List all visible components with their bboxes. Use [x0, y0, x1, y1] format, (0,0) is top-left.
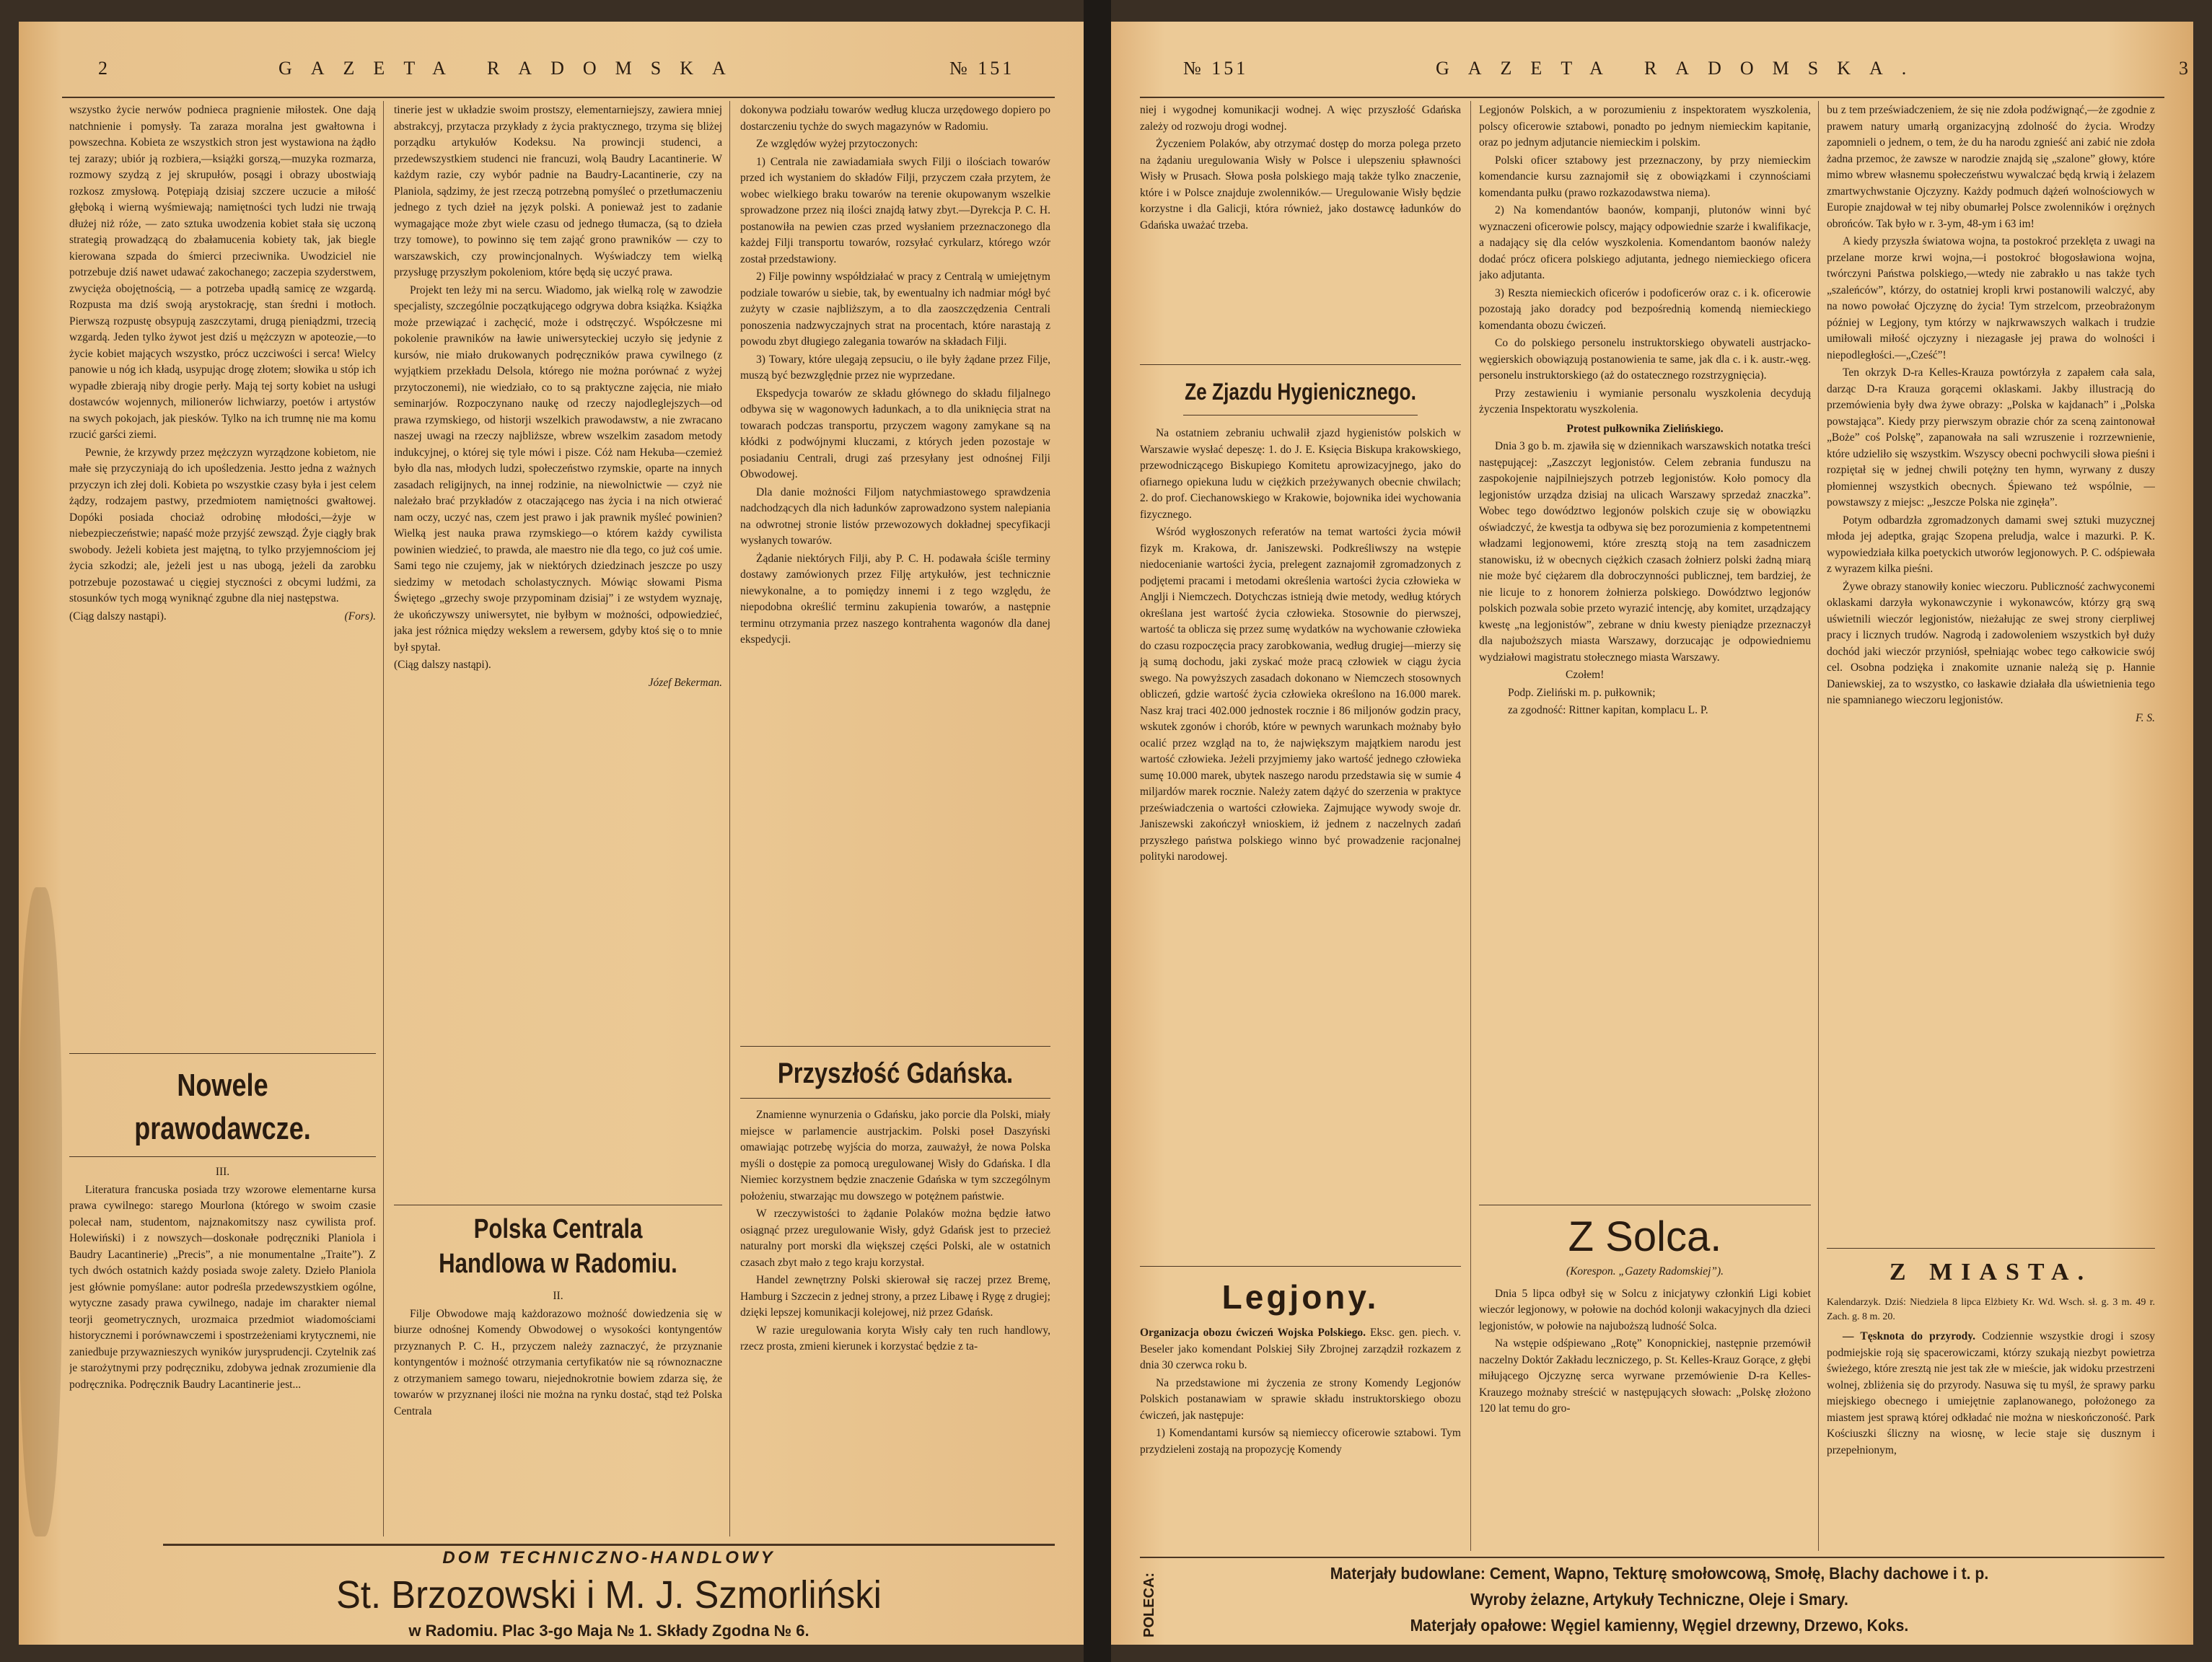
article-text: Żywe obrazy stanowiły koniec wieczoru. Publiczność zachwyconemi oklaskami darzyła wykonawczynie i wykonawców, którzy grą swą uświetnili wieczór legjonistów, nieżałując ze swej strony cierpliwej pracy i licznych trudów. Nagrodą i zadowoleniem wszystkich był duży dochód jaki wieczór przyniósł, spełniając wobec tego całkowicie swój cel. Osobna podzięka i znakomite uznanie należą się p. Hannie Daniewskiej, za to wszystko, co łaskawie działała dla uświetnienia tego nie spamnianego wieczoru legjonistów.	[1827, 580, 2155, 706]
byline: (Korespon. „Gazety Radomskiej”).	[1566, 1265, 1724, 1278]
masthead: GAZETA RADOMSKA.	[1436, 58, 1926, 79]
heading-rule	[740, 1098, 1050, 1099]
masthead: GAZETA RADOMSKA	[278, 58, 745, 79]
signature-line: za zgodność: Rittner kapitan, komplacu L. P.	[1508, 704, 1708, 716]
heading-centrala-2: Handlowa w Radomiu.	[439, 1249, 677, 1279]
article-text: Na wstępie odśpiewano „Rotę” Konopnickiej, następnie przemówił naczelny Doktór Zakładu leczniczego, p. St. Kelles-Krauz Gorące, z głębi miłującego Ojczyznę serca wyrwane przemówienie D-ra Kelles-Krauzego możnaby streścić w następujących słowach: „Polskę złożono 120 lat temu do gro-	[1479, 1337, 1811, 1415]
legiony-article	[1140, 1273, 1461, 1551]
author: F. S.	[2136, 711, 2155, 724]
centrala-article	[394, 1212, 722, 1540]
issue-number: № 151	[949, 58, 1015, 79]
article-text: bu z tem przeświadczeniem, że się nie zdoła podźwignąć,—że zgodnie z prawem natury umarłą organizacyjną zdolność do życia. Wrodzy zapomnieli o jednem, o tem, że du ha narodu zgnieść ani zabić nie zdoła żadna przemoc, że zawsze w narodzie znajdą się „szalone” głowy, które mimo wbrew własnemu społeczeństwu wywalczać będą krwią i żelazem zmartwychwstanie Ojczyzny. Każdy podmuch dążeń wolnościowych w Europie znajdował w tej niby obumarłej Polsce zwolenników i orężnych obrońców. Tak było w r. 3-ym, 48-ym i 63 im!	[1827, 104, 2155, 230]
roman-numeral: II.	[553, 1290, 563, 1302]
section-rule	[69, 1053, 376, 1054]
ad-rule	[163, 1544, 1055, 1546]
article-text: Polski oficer sztabowy jest przeznaczony, by przy niemieckim komendancie kursu zaznajomił się z obowiązkami i czynnościami komendanta pułku (prawo rozkazodawstwa niema).	[1479, 154, 1811, 199]
column-3	[1827, 102, 2155, 1242]
article-text: Przy zestawieniu i wymianie personalu wyszkolenia decydują życzenia Inspektoratu wyszkolenia.	[1479, 387, 1811, 416]
article-text: Filje Obwodowe mają każdorazowo możność dowiedzenia się w biurze odnośnej Komendy Obwodowej o wysokości kontyngentów przyznanych P. C. H., przyczem należy zaznaczyć, że przyznanie kontyngentów i możność otrzymania certyfikatów nie są równoznaczne z otrzymaniem samego towaru, niejednokrotnie bowiem zdarza się, że towarów w przyznanej ilości nie można na rynku dostać, stąd też Polska Centrala	[394, 1307, 722, 1417]
ad-address: w Radomiu. Plac 3-go Maja № 1. Składy Zgodna № 6.	[408, 1622, 809, 1640]
head-rule	[1140, 97, 2164, 98]
article-text: Ze względów wyżej przytoczonych:	[756, 138, 918, 150]
column-2	[1479, 102, 1811, 1199]
nowele-article	[69, 1064, 376, 1540]
page-number: 3	[2179, 58, 2188, 79]
article-text: Codziennie wszystkie drogi i szosy podmiejskie roją się spacerowiczami, którzy szukają niezbyt powietrza świeżego, które zresztą nie jest tak złe w mieście, jak widoku przestrzeni wolnej, zbliżenia się do przyrody. Nasuwa się tu myśl, że sprawy parku miejskiego obecnego i umiejętnie zaplanowanego, położonego za miastem jest sprawą której odkładać nie można w nieskończoność. Park Kościuszki śliczny na wiosnę, w lecie staje się dusznym i przepełnionym,	[1827, 1330, 2155, 1456]
ad-line: Materjały opałowe: Węgiel kamienny, Węgiel drzewny, Drzewo, Koks.	[1410, 1616, 1909, 1635]
column-rule	[383, 101, 384, 1536]
article-text: Na przedstawione mi życzenia ze strony Komendy Legjonów Polskich postanawiam w sprawie składu instruktorskiego obozu ćwiczeń, jak następuje:	[1140, 1376, 1461, 1422]
ad-side-label: POLECA:	[1141, 1573, 1157, 1637]
article-text: Handel zewnętrzny Polski skierował się raczej przez Bremę, Hamburg i Szczecin z jednej strony, a przez Libawę i Rygę z drugiej; dzięki lepszej komunikacji kolejowej, niż przez Gdańsk.	[740, 1274, 1050, 1319]
article-text: Na ostatniem zebraniu uchwalił zjazd hygienistów polskich w Warszawie wysłać depeszę: 1. do J. E. Księcia Biskupa krakowskiego, przewodniczącego Biskupiego Komitetu aprowizacyjnego, jako do ofiarnego opiekuna ludu w ciężkich przeżywanych obecnie chwilach; 2. do prof. Ciechanowskiego w Krakowie, bojownika idei wychowania fizycznego.	[1140, 427, 1461, 521]
article-text: Ekspedycja towarów ze składu głównego do składu filjalnego odbywa się w wagonowych ładunkach, a to dla uniknięcia strat na towarach podczas transportu, przyczem wagony zamykane są na kłódki z podwójnymi kluczami, z których jeden pozostaje w posiadaniu Centrali, drugi zaś przesyłany jest odnośnej Filji Obwodowej.	[740, 387, 1050, 480]
column-2	[394, 102, 722, 1199]
section-rule	[1827, 1248, 2155, 1249]
ad-company-name: St. Brzozowski i M. J. Szmorliński	[336, 1573, 882, 1617]
article-text: Eksc. gen. piech. v. Beseler jako komendant Polskiej Siły Zbrojnej zarządził rozkazem z dnia 30 czerwca roku b.	[1140, 1327, 1461, 1371]
author: (Fors).	[344, 610, 376, 623]
article-text: 3) Towary, które ulegają zepsuciu, o ile były żądane przez Filje, muszą być bezwzględnie przez nie wyprzedane.	[740, 353, 1050, 382]
solec-article	[1479, 1210, 1811, 1551]
article-text: niej i wygodnej komunikacji wodnej. A więc przyszłość Gdańska zależy od rozwoju drogi wodnej.	[1140, 104, 1461, 133]
article-text: 1) Centrala nie zawiadamiała swych Filji o ilościach towarów przed ich wystaniem do składów Filji, przyczem czała przytem, że wobec wielkiego braku towarów na terenie okupowanym wszelkie sprowadzone przez nią ilości znajdą łatwy zbyt.—Dyrekcja P. C. H. postanowiła na pewien czas przed wysłaniem przeznaczonego dla każdej Filji transportu towarów, rozsyłać cyrkularz, którego wzór został przedstawiony.	[740, 155, 1050, 265]
article-text: Pewnie, że krzywdy przez mężczyzn wyrządzone kobietom, nie małe się przyczyniają do ich upośledzenia. Jestto jedna z ważnych przyczyn ich złej doli. Kobieta po wszystkie czasy była i jest celem żądzy, rodzajem pastwy, przedmiotem namiętności gwałtowej. Dopóki posiada chociaż odrobinę młodości,—żyje w niebezpieczeństwie; napaść może przyjść zewsząd. Żyje ciągły brak swobody. Jeżeli kobieta jest majętną, to tylko przyjemnościom jej życia szkodzi; ale, jeżeli jest u nas ubogą, jeżeli da zarobku potrzebuje pozostawać u cięgiej styczności z obcymi ludźmi, za stosunków tych mogą wyniknąć zgubne dla niej następstwa.	[69, 446, 376, 604]
article-text: Potym odbardzła zgromadzonych damami swej sztuki muzycznej młoda jej adeptka, grając Szopena preludja, walce i mazurki. P. K. wypowiedziała kilka poetyckich utworów legjonowych. P. C. odśpiewała z wyrazem kilka pieśni.	[1827, 514, 2155, 575]
miasta-section	[1827, 1254, 2155, 1551]
article-text: Życzeniem Polaków, aby otrzymać dostęp do morza polega przeto na żądaniu uregulowania Wisły w Polsce i ulepszeniu spławności Wisły w Prusach. Słowa posła polskiego mają także tylko znaczenie, które i w Polsce znajduje zwolenników.— Uregulowanie Wisły będzie korzystne i dla Galicji, która również, jako dostawcę ładunków do Gdańska uważać trzeba.	[1140, 138, 1461, 232]
heading-miasta: Z MIASTA.	[1889, 1259, 2093, 1285]
ad-rule	[1140, 1557, 2164, 1558]
signature-line: Podp. Zieliński m. p. pułkownik;	[1508, 686, 1656, 699]
article-text: Dla danie możności Filjom natychmiastowego sprawdzenia nadchodzących dla nich ładunków zaprowadzono system nalepiania na odwrotnej stronie listów przewozowych dokładnej specyfikacji wysłanych towarów.	[740, 485, 1050, 547]
article-text: Projekt ten leży mi na sercu. Wiadomo, jak wielką rolę w zawodzie specjalisty, szczególnie początkującego odgrywa dobra książka. Książka może przewiązać i zachęcić, może i odstręczyć. Współczesne mi pokolenie prawników na ławie uniwersyteckiej uczyło się jedynie z kursów, nie miało drukowanych podręczników prawa cywilnego (z wyjątkiem przekładu Delsola, którego nie można porównać z wyżej przytoczonemi), nie wiedziało, co to są praktyczne zajęcia, nie miało seminarjów. Rozpoczynano naukę od rzeczy najodleglejszych—od prawa rzymskiego, od historji wszelkich prawodawstw, a nie zwracano naszej uwagi na rzeczy najbliższe, wbrew wszelkim zasadom metody indukcyjnej, o której się tyle mówi i pisze. Cóż nam Hekuba—czemież było dla nas, młodych ludzi, społeczeństwo rzymskie, oparte na innych zasadach religijnych, na innej rodzinie, na niewolnictwie — czyż nie należało brać przykładów z otaczającego nas życia i na nich otwierać nam oczy, uczyć nas, czem jest prawo i jak prawnik myśleć powinien? Wielką jest nauka prawa rzymskiego—o którem każdy cywilista powinien wiedzieć, to prawda, ale maestro nie dla tego, co już coś umie. Sami tego nie czujemy, jak w niektórych dziedzinach jeszcze po uszy siedzimy w metodach scholastycznych. Mówiąc słowami Pisma Świętego „grzechy swoje przypominam dzisiaj” i ze wstydem wyznaję, że ukończywszy uniwersytet, nie byłbym w możności, odpowiedzieć, jaka jest różnica między wekslem a rewersem, gdyby ktoś się o to mnie był spytał.	[394, 283, 722, 654]
article-text: dokonywa podziału towarów według klucza urzędowego dopiero po dostarczeniu tychże do swych magazynów w Radomiu.	[740, 104, 1050, 133]
article-text: Wśród wygłoszonych referatów na temat wartości życia mówił fizyk m. Krakowa, dr. Janiszewski. Podkreśliwszy na wstępie niedocenianie wartości życia, prelegent zaznajomił zgromadzonych z podjętemi pracami i metodami określenia wartości życia człowieka w Anglji i Niemczech. Dotychczas istnieją dwie metody, według których określana jest wartość życia człowieka. Stosownie do pierwszej, wartość ta oblicza się przez sumę wydatków na wychowanie człowieka do czasu rozpoczęcia pracy zarobkowania, według drugiej—mierzy się ją sumą dochodu, jaki zyskać może pracą człowiek w ciągu życia swego. Na powyższych zasadach dokonano w Niemczech stosownych obliczeń, gdzie wartość życia człowieka określono na 16.000 marek. Nasz kraj traci 402.000 jednostek rocznie i 86 miljonów godzin pracy, wskutek zgonów i chorób, które w pewnych warunkach możnaby było ocalić przez wzgląd na to, że największym majątkiem narodu jest wartość człowieka. Jeżeli przyjmiemy jako wartość jednego człowieka sumę 10.000 marek, ubytek naszego narodu przedstawia się w sumie 4 miljardów marek rocznie. Należy zatem dążyć do szerzenia w praktyce przeświadczenia o wartości człowieka. Zajmujące wywody swoje dr. Janiszewski zakończył wnioskiem, iż jednem z naczelnych zadań przyszłego państwa polskiego winno być prowadzenie racjonalnej polityki narodowej.	[1140, 526, 1461, 863]
article-text: 3) Reszta niemieckich oficerów i podoficerów oraz c. i k. oficerowie pozostają jako doradcy pod bezpośrednią komendą niemieckiego komendanta obozu ćwiczeń.	[1479, 286, 1811, 332]
heading-zjazd: Ze Zjazdu Hygienicznego.	[1185, 379, 1416, 405]
zjazd-article	[1140, 371, 1461, 1266]
left-page	[19, 22, 1084, 1645]
ad-company-type: DOM TECHNICZNO-HANDLOWY	[442, 1548, 776, 1568]
calendar: Kalendarzyk. Dziś: Niedziela 8 lipca Elżbiety Kr. Wd. Wsch. sł. g. 3 m. 49 r. Zach. g. 8 m. 20.	[1827, 1297, 2155, 1322]
issue-number: № 151	[1183, 58, 1249, 79]
article-text: wszystko życie nerwów podnieca pragnienie miłostek. One dają natchnienie i pomysły. Ta zaraza moralna jest gwałtowna i powszechna. Kobieta ze wszystkich stron jest wystawiona na żądło tej zarazy; ubiór ją rozbiera,—książki gorszą,—muzyka rozmarza, rozmowy szydzą z jej skrupułów, posągi i obrazy ubostwiają rozkosz zmysłową. Potępiają dzisiaj szczere uczucie a miłość głęboką i wierną wyśmiewają; namiętności tych ludzi nie trwają dłużej niż róże, — zato sztuka uwodzenia kobiet stała się uczoną strategią prowadzącą do zbałamucenia kobiety tak, jak biegle kierowana szpada do śmierci przeciwnika. Uwodziciel nie potrzebuje dziś nawet udawać zakochanego; zaczepia szyderstwem, zwycięża obojętnością, — a potrzeba upadłą samicę ze wzgardą. Rozpusta ma dziś swoją arystokrację, stan średni i motłoch. Pierwszą rozpustę obsypują zaszczytami, drugą pieniądzmi, trzecią wzgardą. Jeden tylko żywot jest dziś u mężczyzn w apoteozie,—to życie kobiet mających wszystko, prócz uczciwości i serca! Wielcy panowie u nóg ich kładą, usypując drogę złotem; słowika u stóp ich wypadłe zbierają niby drogie perły. Mają tej sorty kobiet na usługi dostawców wojennych, milionerów lichwiarzy, poetów i artystów na swych pokojach, jak piesków. Tylko na ich trumnę nie ma komu rzucić garści ziemi.	[69, 104, 376, 441]
gdansk-article	[740, 1053, 1050, 1540]
article-text: W razie uregulowania koryta Wisły cały ten ruch handlowy, rzecz prosta, zmieni kierunek i korzystać będzie z ta-	[740, 1324, 1050, 1353]
ad-line: Materjały budowlane: Cement, Wapno, Tekturę smołowcową, Smołę, Blachy dachowe i t. p.	[1330, 1564, 1989, 1583]
article-footer	[69, 609, 376, 625]
lead-bold: Organizacja obozu ćwiczeń Wojska Polskiego.	[1140, 1327, 1366, 1339]
heading-nowele: Nowele prawodawcze.	[134, 1068, 311, 1146]
article-text: W rzeczywistości to żądanie Polaków można będzie łatwo osiągnąć przez uregulowanie Wisły, gdyż Gdańsk jest to przecież naturalny port morski dla większej części Polski, ale w ostatnich czasach zbyt mało z tego kraju korzystał.	[740, 1208, 1050, 1269]
head-rule	[62, 97, 1055, 98]
article-text: Legjonów Polskich, a w porozumieniu z inspektoratem wyszkolenia, polscy oficerowie sztabowi, ponadto po jednym niemieckim kapitanie, oraz po jednym adjutancie niemieckim i polskim.	[1479, 104, 1811, 149]
article-text: A kiedy przyszła światowa wojna, ta postokroć przeklęta z uwagi na przelane morze krwi wojna,—i postokroć błogosławiona wojna, twórczyni Państwa polskiego,—wtedy nie zabrakło u nas także tych „szaleńców”, którzy, do ostatniej kropli krwi postanowili walczyć, aby na nowo powołać Ojczyznę do życia! Tym strzelcom, przeobrażonym później w Legjony, tym którzy w najkrwawszych walkach i trudzie umiłowali miłość ojczyzny i niezagasłe jej prawa do wolności i niepodległości.—„Cześć”!	[1827, 235, 2155, 361]
column-rule	[1470, 101, 1471, 1551]
right-running-head	[1154, 58, 2188, 87]
continuation-note: (Ciąg dalszy nastąpi).	[394, 659, 491, 671]
article-text: Dnia 3 go b. m. zjawiła się w dziennikach warszawskich notatka treści następującej: „Zaszczyt legjonistów. Celem zebrania funduszu na zaspokojenie najpilniejszych potrzeb legjonistów. Koło pomocy dla legjonistów urządza dzisiaj na ulicach Warszawy sprzedaż znaczka”. Wobec tego dowództwo legjonów polskich czuje się w obowiązku oświadczyć, że kwestja ta odbywa się bez porozumienia z kompetentnemi władzami legjonowemi, które zresztą stoją na tem zasadniczem stanowisku, iż w obecnych ciężkich czasach żołnierz polski żadną miarą nie może być ciężarem dla dobroczynności publicznej, tem bardziej, że nie licuje to z honorem żołnierza polskiego. Dowództwo legjonów polskich pozwala sobie przeto wyrazić intencję, aby komitet, urządzający kwestę „na legjonistów”, zebrane w dniu kwesty pieniądze przeznaczył dla najuboższych miasta Warszawy, dorzucając je odpowiedniemu wydziałowi magistratu stołecznego miasta Warszawy.	[1479, 440, 1811, 664]
heading-legiony: Legjony.	[1221, 1278, 1379, 1316]
section-rule	[1140, 364, 1461, 365]
page-number: 2	[98, 58, 107, 79]
article-text: Znamienne wynurzenia o Gdańsku, jako porcie dla Polski, miały miejsce w parlamencie austrjackim. Polski poseł Daszyński omawiając potrzebę wyjścia do morza, zauważył, że nowa Polska myśli o dostępie za pomocą uregulowanej Wisły do Gdańska. I dla Niemiec korzystnem będzie znaczenie Gdańska w tym szczególnym położeniu, stwarzając mu dowszego w potężnem państwie.	[740, 1109, 1050, 1202]
heading-centrala-1: Polska Centrala	[473, 1214, 643, 1244]
heading-rule	[1183, 415, 1418, 416]
subheading-protest: Protest pułkownika Zielińskiego.	[1566, 422, 1724, 435]
article-text: Żądanie niektórych Filji, aby P. C. H. podawała ściśle terminy dostawy zamówionych przez Filję artykułów, jest technicznie niewykonalne, a to pomiędzy innemi i z tego względu, że niepodobna określić terminu zakupienia towarów, a następnie terminu otrzymania przez naszego kontrahenta wagonów dla danej ekspedycji.	[740, 552, 1050, 646]
author: Józef Bekerman.	[648, 676, 722, 689]
column-1	[69, 102, 376, 1040]
heading-rule	[69, 1156, 376, 1157]
column-1	[1140, 102, 1461, 362]
continuation-note: (Ciąg dalszy nastąpi).	[69, 610, 167, 623]
roman-numeral: III.	[215, 1166, 230, 1178]
article-text: Co do polskiego personelu instruktorskiego obywateli austrjacko-węgierskich obowiązują postanowienia te same, jak dla c. i k. austr.-węg. personelu instruktorskiego (aż do ostatecznego rozstrzygnięcia).	[1479, 337, 1811, 382]
article-text: 1) Komendantami kursów są niemieccy oficerowie sztabowi. Tym przydzieleni zostają na propozycję Komendy	[1140, 1427, 1461, 1456]
page-stain	[19, 887, 62, 1536]
column-3	[740, 102, 1050, 1047]
heading-gdansk: Przyszłość Gdańska.	[777, 1058, 1014, 1089]
article-text: Dnia 5 lipca odbył się w Solcu z inicjatywy członkiń Ligi kobiet wieczór legjonowy, w połowie na dochód kolonji wakacyjnych dla dzieci legjonistów, w połowie na najuboższą ludność Solca.	[1479, 1287, 1811, 1332]
column-rule	[729, 101, 730, 1536]
book-gutter	[1084, 0, 1111, 1662]
heading-solec: Z Solca.	[1568, 1213, 1722, 1260]
section-rule	[1140, 1266, 1461, 1267]
article-text: 2) Na komendantów baonów, kompanji, plutonów winni być wyznaczeni oficerowie polscy, mający odpowiednie szarże i kwalifikacje, a nadający się dla celów wyszkolenia. Komendantom baonów należy dodać prócz oficera polskiego adjutanta, jednego niemieckiego oficera jako adjutanta.	[1479, 204, 1811, 281]
section-rule	[740, 1046, 1050, 1047]
left-running-head	[62, 58, 1055, 87]
article-text: Literatura francuska posiada trzy wzorowe elementarne kursa prawa cywilnego: starego Mourlona (którego w swoim czasie polecał nam, studentom, najznakomitszy nasz cywilista prof. Holewiński) i z nowszych—doskonałe podręczniki Planiola i Baudry Lacantinerie) „Precis”, a nie monumentalne „Traite”). Z tych dwóch ostatnich każdy posiada swoje zalety. Dzieło Planiola jest głównie pomyślane: autor podreśla przedewszystkiem ogólne, wytyczne zasady prawa cywilnego, nadaje im charakter niemal teorji geometrycznych, urozmaica przedmiot wiadomościami historycznemi i porównawczemi i spostrzeżeniami krytycznemi, nie zaniedbuje przywaznieszych wyników jurysprudencji. Czytelnik zaś je starożytnymi przy podręczniku, zdobywa jednak zrozumienie dla podręcznika. Podręcznik Baudry Lacantinerie jest...	[69, 1183, 376, 1391]
column-rule	[1818, 101, 1819, 1551]
article-text: Ten okrzyk D-ra Kelles-Krauza powtórzyła z zapałem cała sala, darząc D-ra Krauza gorącemi oklaskami. Jakby illustracją do przemówienia były dwa żywe obrazy: „Polska w kajdanach” i „Polska powstająca”. Kiedy przy pierwszym obrazie chór za sceną zaintonował „Boże” coś Polskę”, zapanowała na sali wzruszenie i rozrzewnienie, które udzieliło się wszystkim. Wszyscy obecni pochwycili słowa pieśni i rozpiętał się w jednej chwili potężny ten hymn, wyrwany z duszy płomiennej wszystkich obecnych. Śpiewano też wspólnie, — powstawszy z miejsc: „Jeszcze Polska nie zginęła”.	[1827, 366, 2155, 509]
right-page	[1111, 22, 2193, 1645]
ad-line: Wyroby żelazne, Artykuły Techniczne, Oleje i Smary.	[1470, 1590, 1848, 1609]
signature-line: Czołem!	[1566, 669, 1605, 681]
article-text: 2) Filje powinny współdziałać w pracy z Centralą w umiejętnym podziale towarów u siebie, tak, by ewentualny ich nadmiar mógł być zużyty w czasie najbliższym, a to dla zaoszczędzenia Centrali ponoszenia nadzwyczajnych strat na procentach, które narastają z powodu zbyt długiego zalegania towarów na składach Filji.	[740, 271, 1050, 348]
article-text: tinerie jest w układzie swoim prostszy, elementarniejszy, zawiera mniej abstrakcyj, przytacza przykłady z życia praktycznego, trzyma się bliżej porządku artykułów Kodeksu. Na prowincji studenci, a przedewszystkiem studenci nie francuzi, wolą Baudry Lacantinerie. W każdym razie, czy wybór padnie na Baudry-Lacantinerie, czy na Planiola, sądzimy, że jest rzeczą potrzebną pomyśleć o przetłumaczeniu jednego z tych dzieł na język polski. A ponieważ jest to zadanie wymagające może zbyt wiele czasu od jednego tłumacza, (są to dzieła trzy tomowe), to powinno się tem zająć grono prawników — czy to warszawskich, czy prowincjonalnych. Wyświadczy tem wielką przysługę przyszłym pokoleniom, które będą się uczyć prawa.	[394, 104, 722, 278]
subheading-tesknota: — Tęsknota do przyrody.	[1843, 1330, 1976, 1342]
